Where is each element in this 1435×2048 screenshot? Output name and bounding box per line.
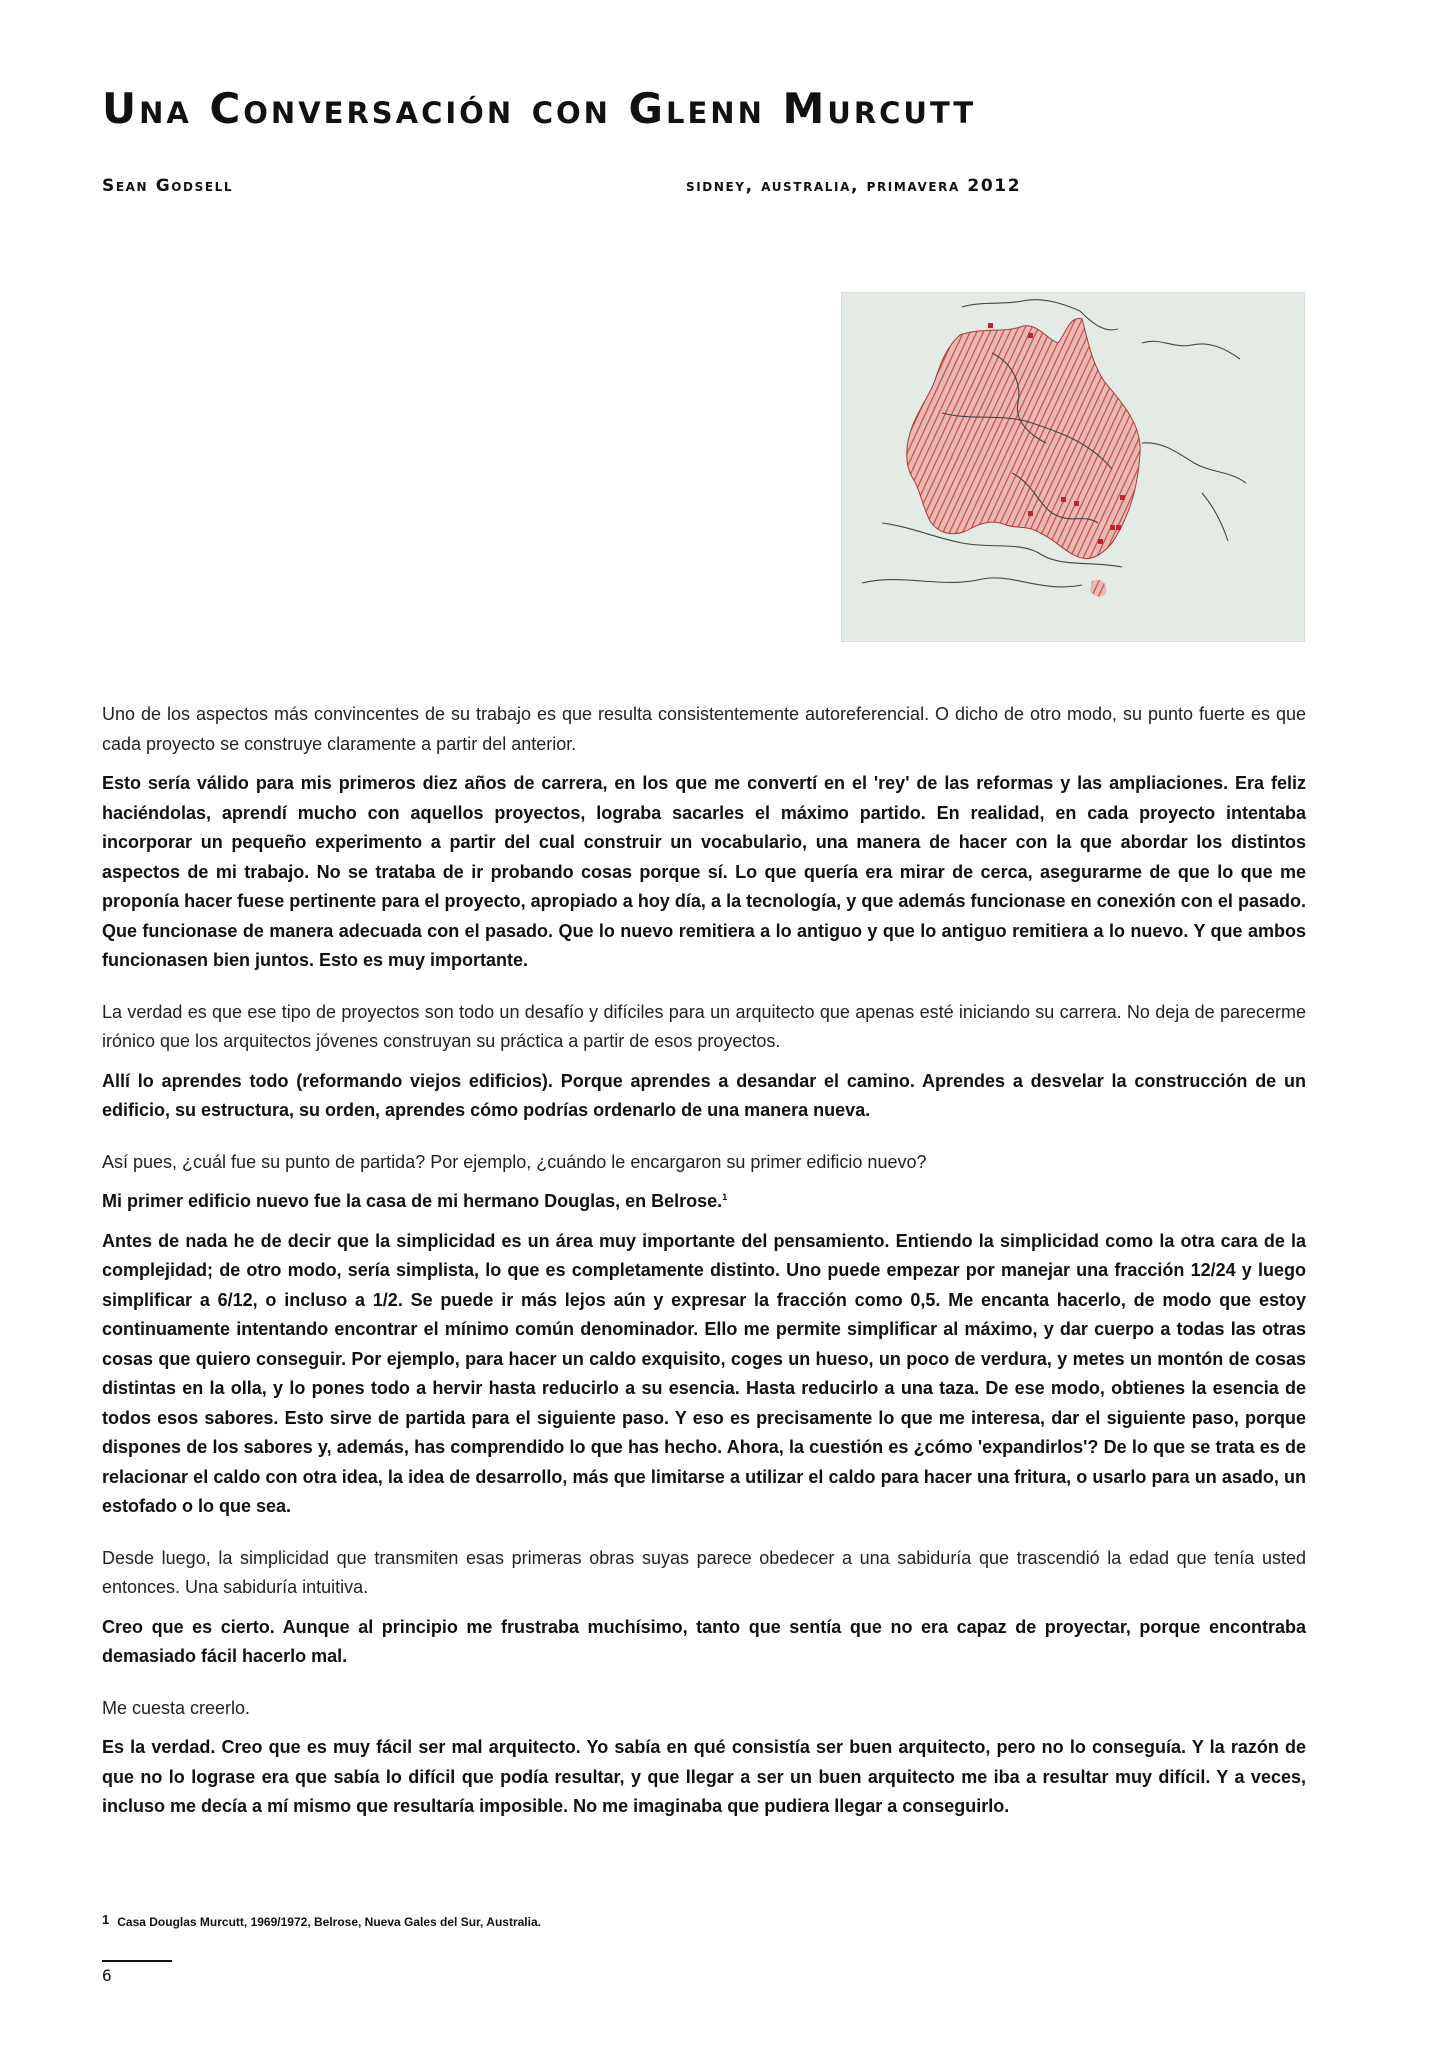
footnote-text: Casa Douglas Murcutt, 1969/1972, Belrose, Nueva Gales del Sur, Australia. <box>117 1915 541 1929</box>
page-number: 6 <box>102 1966 112 1985</box>
interview-answer: Antes de nada he de decir que la simplicidad es un área muy importante del pensamiento. Entiendo la simplicidad como la otra cara de la complejidad; de otro modo, sería simplista, lo que es completamente distinto. Uno puede empezar por manejar una fracción 12/24 y luego simplificar a 6/12, o incluso a 1/2. Se puede ir más lejos aún y expresar la fracción como 0,5. Me encanta hacerlo, de modo que estoy continuamente intentando encontrar el mínimo común denominador. Ello me permite simplificar al máximo, y dar cuerpo a todas las otras cosas que quiero conseguir. Por ejemplo, para hacer un caldo exquisito, coges un hueso, un poco de verdura, y metes un montón de cosas distintas en la olla, y lo pones todo a hervir hasta reducirlo a su esencia. Hasta reducirlo a una taza. De ese modo, obtienes la esencia de todos esos sabores. Esto sirve de partida para el siguiente paso. Y eso es precisamente lo que me interesa, dar el siguiente paso, porque dispones de los sabores y, además, has comprendido lo que has hecho. Ahora, la cuestión es ¿cómo 'expandirlos'? De lo que se trata es de relacionar el caldo con otra idea, la idea de desarrollo, más que limitarse a utilizar el caldo para hacer una fritura, o usarlo para un asado, un estofado o lo que sea. <box>102 1230 1306 1516</box>
interview-question: Así pues, ¿cuál fue su punto de partida? Por ejemplo, ¿cuándo le encargaron su primer edificio nuevo? <box>102 1151 927 1172</box>
interview-question: La verdad es que ese tipo de proyectos son todo un desafío y difíciles para un arquitecto que apenas esté iniciando su carrera. No deja de parecerme irónico que los arquitectos jóvenes construyan su práctica a partir de esos proyectos. <box>102 1001 1306 1051</box>
map-drawing-figure <box>841 292 1305 642</box>
interview-answer-with-footnote <box>102 1187 1306 1217</box>
footnote-number: 1 <box>102 1912 110 1927</box>
interview-answer: Esto sería válido para mis primeros diez años de carrera, en los que me convertí en el 'rey' de las reformas y las ampliaciones. Era feliz haciéndolas, aprendí mucho con aquellos proyectos, lograba sacarles el máximo partido. En realidad, en cada proyecto intentaba incorporar un pequeño experimento a partir del cual construir un vocabulario, una manera de hacer con la que abordar los distintos aspectos de mi trabajo. No se trataba de ir probando cosas porque sí. Lo que quería era mirar de cerca, asegurarme de que lo que me proponía hacer fuese pertinente para el proyecto, apropiado a hoy día, a la tecnología, y que además funcionase en conexión con el pasado. Que funcionase de manera adecuada con el pasado. Que lo nuevo remitiera a lo antiguo y que lo antiguo remitiera a lo nuevo. Y que ambos funcionasen bien juntos. Esto es muy importante. <box>102 773 1306 970</box>
interview-answer: Allí lo aprendes todo (reformando viejos edificios). Porque aprendes a desandar el camino. Aprendes a desvelar la construcción de un edificio, su estructura, su orden, aprendes cómo podrías ordenarlo de una manera nueva. <box>102 1070 1306 1120</box>
interview-question: Uno de los aspectos más convincentes de su trabajo es que resulta consistentemente autoreferencial. O dicho de otro modo, su punto fuerte es que cada proyecto se construye claramente a partir del anterior. <box>102 704 1306 754</box>
interview-question: Desde luego, la simplicidad que transmiten esas primeras obras suyas parece obedecer a una sabiduría que trascendió la edad que tenía usted entonces. Una sabiduría intuitiva. <box>102 1547 1306 1597</box>
footnote <box>102 1912 541 1929</box>
page-number-rule <box>102 1960 172 1962</box>
interview-answer: Creo que es cierto. Aunque al principio me frustraba muchísimo, tanto que sentía que no era capaz de proyectar, porque encontraba demasiado fácil hacerlo mal. <box>102 1616 1306 1666</box>
author-name: Sean Godsell <box>102 176 234 196</box>
footnote-reference[interactable]: 1 <box>722 1192 728 1202</box>
interview-answer: Es la verdad. Creo que es muy fácil ser mal arquitecto. Yo sabía en qué consistía ser buen arquitecto, pero no lo conseguía. Y la razón de que no lo lograse era que sabía lo difícil que podía resultar, y que llegar a ser un buen arquitecto me iba a resultar muy difícil. Y a veces, incluso me decía a mí mismo que resultaría imposible. No me imaginaba que pudiera llegar a conseguirlo. <box>102 1737 1306 1816</box>
article-body <box>102 700 1306 1832</box>
interview-question: Me cuesta creerlo. <box>102 1697 251 1718</box>
place-date: sidney, australia, primavera 2012 <box>686 176 1022 196</box>
answer-text: Mi primer edificio nuevo fue la casa de mi hermano Douglas, en Belrose. <box>102 1191 723 1211</box>
article-title: Una Conversación con Glenn Murcutt <box>102 84 977 133</box>
map-drawing <box>842 293 1304 641</box>
